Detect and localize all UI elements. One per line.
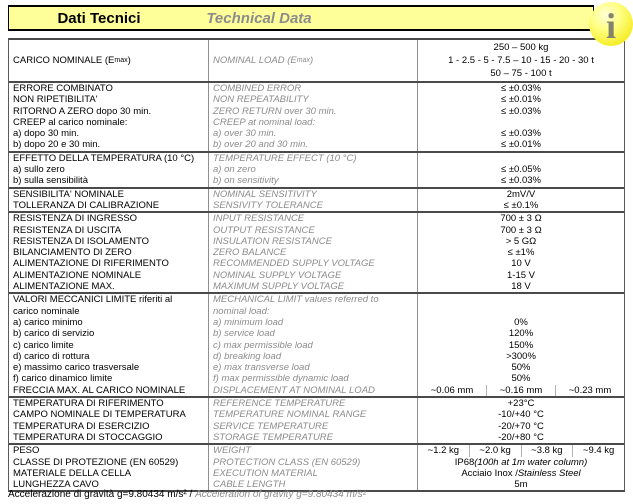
gravity-footnote-en: Acceleration of gravity g=9.80434 m/s² <box>195 489 366 500</box>
table-row <box>9 106 624 117</box>
label-it-cell <box>9 432 208 443</box>
label-en-cell <box>208 281 418 292</box>
value-text: -20/+70 °C <box>498 420 544 432</box>
table-group <box>9 445 624 490</box>
value-cell <box>418 457 624 468</box>
table-row <box>9 294 624 305</box>
label-en-cell-text: SENSIVITY TOLERANCE <box>213 199 323 211</box>
label-en-cell <box>208 94 418 105</box>
label-it-cell-text: b) sulla sensibilità <box>13 175 88 187</box>
label-en-cell <box>208 385 418 396</box>
label-it-cell-text: TEMPERATURA DI STOCCAGGIO <box>13 431 163 443</box>
value-text: > 5 GΩ <box>505 235 537 247</box>
label-en-cell-text: a) over 30 min. <box>213 128 277 140</box>
label-it-cell-text: EFFETTO DELLA TEMPERATURA (10 °C) <box>13 152 195 164</box>
label-en-cell-text: f) max permissible dynamic load <box>213 373 349 385</box>
label-it-cell <box>9 213 208 224</box>
label-it-cell <box>9 106 208 117</box>
value-sub-cell: ~0.23 mm <box>555 385 624 396</box>
page-title-english: Technical Data <box>206 10 312 27</box>
table-group <box>9 213 624 294</box>
label-it-cell-text: a) carico minimo <box>13 316 83 328</box>
table-row <box>9 445 624 456</box>
value-cell <box>418 409 624 420</box>
value-part: IP68 <box>454 456 475 468</box>
value-text: 2mV/V <box>506 188 536 200</box>
label-en-cell-text: OUTPUT RESISTANCE <box>213 224 315 236</box>
value-cell <box>418 247 624 258</box>
table-row <box>9 189 624 200</box>
page-title: Dati Tecnici <box>57 10 141 27</box>
label-en-cell-text: DISPLACEMENT AT NOMINAL LOAD <box>213 384 375 396</box>
label-it-cell-text: RESISTENZA DI USCITA <box>13 224 122 236</box>
table-row <box>9 385 624 396</box>
label-en-cell-text: NON REPEATABILITY <box>213 94 309 106</box>
value-text: 1-15 V <box>507 269 535 281</box>
label-it-cell <box>9 83 208 94</box>
table-row <box>9 94 624 105</box>
value-sub-cell: ~9.4 kg <box>572 445 624 456</box>
label-it-cell-text: CARICO NOMINALE (E <box>13 54 115 66</box>
label-en-cell-text: ) <box>310 54 314 66</box>
label-en-cell <box>208 373 418 384</box>
table-row <box>9 247 624 258</box>
label-en-cell <box>208 306 418 317</box>
label-it-cell <box>9 247 208 258</box>
gravity-footnote <box>8 489 366 500</box>
value-text: 50% <box>511 373 531 385</box>
table-row <box>9 328 624 339</box>
table-row <box>9 398 624 409</box>
value-cell <box>418 328 624 339</box>
value-text: 10 V <box>511 258 531 270</box>
label-it-cell-text: CLASSE DI PROTEZIONE (EN 60529) <box>13 456 179 468</box>
label-it-cell <box>9 94 208 105</box>
table-row <box>9 128 624 139</box>
label-it-cell-text: PESO <box>13 445 40 457</box>
table-group <box>9 83 624 153</box>
value-cell <box>418 398 624 409</box>
info-icon[interactable] <box>589 2 633 46</box>
table-row <box>9 225 624 236</box>
value-sub-cell: ~0.06 mm <box>430 384 474 396</box>
label-en-cell-text: EXECUTION MATERIAL <box>213 467 318 479</box>
label-it-cell <box>9 351 208 362</box>
label-en-cell-text: NOMINAL SUPPLY VOLTAGE <box>213 269 342 281</box>
label-it-cell <box>9 153 208 164</box>
label-en-cell-text: NOMINAL SENSITIVITY <box>213 188 317 200</box>
label-it-cell <box>9 117 208 128</box>
label-en-cell-text: STORAGE TEMPERATURE <box>213 431 333 443</box>
value-cell <box>418 189 624 200</box>
label-en-cell-text: MECHANICAL LIMIT values referred to <box>213 294 379 306</box>
value-text: 700 ± 3 Ω <box>500 224 542 236</box>
label-en-cell-text: TEMPERATURE NOMINAL RANGE <box>213 409 367 421</box>
label-it-cell <box>9 373 208 384</box>
label-en-cell-text: nominal load: <box>213 305 270 317</box>
label-en-cell <box>208 362 418 373</box>
table-row <box>9 340 624 351</box>
table-row <box>9 351 624 362</box>
label-en-cell <box>208 398 418 409</box>
label-en-cell <box>208 421 418 432</box>
value-cell <box>418 258 624 269</box>
label-en-cell-text: COMBINED ERROR <box>213 83 302 94</box>
label-it-cell-text: e) massimo carico trasversale <box>13 362 140 374</box>
value-sub-cell: ~3.8 kg <box>521 445 573 456</box>
table-row <box>9 373 624 384</box>
label-it-cell <box>9 270 208 281</box>
label-en-cell <box>208 83 418 94</box>
value-text: -20/+80 °C <box>498 431 544 443</box>
label-en-cell <box>208 445 418 456</box>
value-cell <box>418 373 624 384</box>
label-it-cell <box>9 340 208 351</box>
label-it-cell <box>9 317 208 328</box>
label-it-cell <box>9 421 208 432</box>
label-it-cell <box>9 294 208 305</box>
label-it-cell-text: RITORNO A ZERO dopo 30 min. <box>13 105 152 117</box>
label-it-cell-text: f) carico dinamico limite <box>13 373 113 385</box>
value-line: 50 – 75 - 100 t <box>490 68 552 79</box>
value-cell <box>418 445 624 456</box>
value-cell <box>418 236 624 247</box>
value-cell <box>418 421 624 432</box>
table-row <box>9 164 624 175</box>
label-it-cell <box>9 40 208 81</box>
value-sub-cell: ~1.2 kg <box>427 445 460 457</box>
label-it-cell-text: TOLLERANZA DI CALIBRAZIONE <box>13 199 160 211</box>
value-cell <box>418 351 624 362</box>
label-en-cell <box>208 139 418 150</box>
table-group <box>9 40 624 83</box>
technical-data-table <box>8 38 625 492</box>
label-it-cell-text: CAMPO NOMINALE DI TEMPERATURA <box>13 409 186 421</box>
value-cell <box>418 117 624 128</box>
label-it-cell-text: ) <box>127 54 131 66</box>
table-group <box>9 153 624 189</box>
header-banner <box>8 5 594 31</box>
table-group <box>9 189 624 214</box>
label-en-cell-text: c) max permissible load <box>213 339 313 351</box>
table-row <box>9 362 624 373</box>
value-cell <box>418 153 624 164</box>
label-en-cell <box>208 317 418 328</box>
label-en-cell-text: SERVICE TEMPERATURE <box>213 420 329 432</box>
label-it-cell-text: FRECCIA MAX. AL CARICO NOMINALE <box>13 384 186 396</box>
label-en-cell-text: a) minimum load <box>213 316 284 328</box>
table-row <box>9 83 624 94</box>
label-en-cell-text: e) max transverse load <box>213 362 310 374</box>
label-en-cell-text: RECOMMENDED SUPPLY VOLTAGE <box>213 258 375 270</box>
label-en-cell <box>208 270 418 281</box>
value-text: ≤ ±0.03% <box>500 105 541 117</box>
value-cell <box>418 281 624 292</box>
label-it-cell-text: a) dopo 30 min. <box>13 128 80 140</box>
label-it-cell <box>9 409 208 420</box>
value-text: 50% <box>511 362 531 374</box>
label-en-cell <box>208 175 418 186</box>
label-en-cell-text: b) over 20 and 30 min. <box>213 139 309 151</box>
label-it-cell-text: ALIMENTAZIONE MAX. <box>13 281 115 293</box>
label-it-cell <box>9 200 208 211</box>
label-en-cell-text: REFERENCE TEMPERATURE <box>213 398 346 410</box>
label-it-cell <box>9 258 208 269</box>
value-text: ≤ ±1% <box>507 247 535 259</box>
label-en-cell <box>208 200 418 211</box>
label-it-cell <box>9 139 208 150</box>
value-cell <box>418 94 624 105</box>
label-it-cell <box>9 225 208 236</box>
value-cell <box>418 270 624 281</box>
value-text: 700 ± 3 Ω <box>500 213 542 225</box>
value-line: 1 - 2.5 - 5 - 7.5 – 10 - 15 - 20 - 30 t <box>448 55 594 66</box>
label-en-cell <box>208 340 418 351</box>
value-text: ≤ ±0.05% <box>500 164 541 176</box>
label-it-cell-text: b) carico di servizio <box>13 328 95 340</box>
label-en-cell-text: PROTECTION CLASS (EN 60529) <box>213 456 361 468</box>
label-it-cell-text: b) dopo 20 e 30 min. <box>13 139 101 151</box>
table-row <box>9 421 624 432</box>
label-it-cell-text: d) carico di rottura <box>13 350 90 362</box>
value-text: 150% <box>508 339 534 351</box>
label-it-cell <box>9 385 208 396</box>
table-group <box>9 294 624 398</box>
table-row <box>9 40 624 81</box>
value-text: ≤ ±0.03% <box>500 128 541 140</box>
value-part: Stainless Steel <box>517 467 581 479</box>
label-it-cell <box>9 328 208 339</box>
value-cell <box>418 340 624 351</box>
label-it-cell-text: carico nominale <box>13 305 80 317</box>
label-en-cell <box>208 213 418 224</box>
value-text: 0% <box>514 316 528 328</box>
value-cell <box>418 200 624 211</box>
label-it-cell-text: RESISTENZA DI INGRESSO <box>13 213 138 225</box>
label-en-cell <box>208 40 418 81</box>
table-group <box>9 398 624 445</box>
table-row <box>9 175 624 186</box>
value-part: (100h at 1m water column) <box>474 456 588 468</box>
label-it-cell <box>9 362 208 373</box>
value-line: 250 – 500 kg <box>493 42 549 53</box>
label-it-cell-text: ALIMENTAZIONE NOMINALE <box>13 269 142 281</box>
value-cell <box>418 468 624 479</box>
label-en-cell-text: INPUT RESISTANCE <box>213 213 305 225</box>
label-en-cell-text: INSULATION RESISTANCE <box>213 235 332 247</box>
label-it-cell-text: CREEP al carico nominale: <box>13 116 128 128</box>
label-it-cell-text: ERRORE COMBINATO <box>13 83 113 94</box>
value-cell <box>418 175 624 186</box>
value-text: -10/+40 °C <box>498 409 544 421</box>
value-text: >300% <box>506 350 536 362</box>
table-row <box>9 306 624 317</box>
label-it-cell <box>9 175 208 186</box>
label-en-cell <box>208 457 418 468</box>
label-en-cell-text: a) on zero <box>213 164 256 176</box>
label-it-cell <box>9 398 208 409</box>
value-text: ≤ ±0.01% <box>500 94 541 106</box>
label-en-cell-text: b) service load <box>213 328 275 340</box>
value-cell <box>418 139 624 150</box>
label-it-cell <box>9 236 208 247</box>
value-text: ≤ ±0.1% <box>503 199 539 211</box>
table-row <box>9 139 624 150</box>
label-it-cell <box>9 306 208 317</box>
table-row <box>9 200 624 211</box>
label-it-cell <box>9 445 208 456</box>
value-text: ≤ ±0.03% <box>500 175 541 187</box>
label-en-cell <box>208 153 418 164</box>
table-row <box>9 432 624 443</box>
value-cell <box>418 106 624 117</box>
value-cell <box>418 213 624 224</box>
value-text: ≤ ±0.03% <box>500 83 541 94</box>
value-part: Acciaio Inox / <box>461 467 518 479</box>
label-it-cell-text: MATERIALE DELLA CELLA <box>13 467 132 479</box>
label-it-cell-text: c) carico limite <box>13 339 74 351</box>
label-it-cell <box>9 468 208 479</box>
value-cell <box>418 306 624 317</box>
label-en-cell <box>208 128 418 139</box>
value-text: 5m <box>514 479 528 491</box>
label-en-cell <box>208 106 418 117</box>
table-row <box>9 153 624 164</box>
value-cell <box>418 83 624 94</box>
value-text: 120% <box>508 328 534 340</box>
value-cell <box>418 362 624 373</box>
table-row <box>9 236 624 247</box>
gravity-footnote-it: Accelerazione di gravità g=9.80434 m/s² <box>8 489 187 500</box>
label-it-cell <box>9 281 208 292</box>
label-it-cell-text: ALIMENTAZIONE DI RIFERIMENTO <box>13 258 169 270</box>
label-en-cell <box>208 117 418 128</box>
label-en-cell-text: b) on sensitivity <box>213 175 279 187</box>
table-row <box>9 270 624 281</box>
label-it-cell <box>9 164 208 175</box>
value-cell <box>418 128 624 139</box>
value-cell <box>418 317 624 328</box>
label-en-cell <box>208 189 418 200</box>
label-en-cell <box>208 258 418 269</box>
value-cell <box>418 432 624 443</box>
label-it-cell-text: SENSIBILITA' NOMINALE <box>13 188 124 200</box>
label-en-cell-text: NOMINAL LOAD (E <box>213 54 297 66</box>
table-row <box>9 468 624 479</box>
label-en-cell-text: TEMPERATURE EFFECT (10 °C) <box>213 152 357 164</box>
label-en-cell <box>208 351 418 362</box>
label-en-cell <box>208 468 418 479</box>
value-sub-cell: ~2.0 kg <box>469 445 521 456</box>
footnote-separator: / <box>186 489 196 500</box>
label-en-cell <box>208 225 418 236</box>
label-it-cell-text: TEMPERATURA DI ESERCIZIO <box>13 420 150 432</box>
label-en-cell-text: CREEP at nominal load: <box>213 116 316 128</box>
label-en-cell <box>208 236 418 247</box>
value-text: 18 V <box>511 281 531 293</box>
info-icon-glyph: i <box>605 5 616 46</box>
label-en-cell-text: ZERO RETURN over 30 min. <box>213 105 337 117</box>
label-it-cell-text: LUNGHEZZA CAVO <box>13 479 99 491</box>
label-en-cell-text: CABLE LENGTH <box>213 479 286 491</box>
label-en-cell <box>208 328 418 339</box>
label-en-cell-text: ZERO BALANCE <box>213 247 287 259</box>
label-en-cell-text: MAXIMUM SUPPLY VOLTAGE <box>213 281 345 293</box>
value-cell <box>418 225 624 236</box>
table-row <box>9 409 624 420</box>
value-text: +23°C <box>507 398 535 410</box>
label-it-cell-text: NON RIPETIBILITA' <box>13 94 98 106</box>
label-en-cell-subscript: max <box>296 57 310 64</box>
label-it-cell <box>9 189 208 200</box>
label-en-cell <box>208 164 418 175</box>
table-row <box>9 317 624 328</box>
label-en-cell <box>208 409 418 420</box>
label-it-cell-text: TEMPERATURA DI RIFERIMENTO <box>13 398 164 410</box>
value-cell <box>418 385 624 396</box>
table-row <box>9 457 624 468</box>
label-it-cell-text: VALORI MECCANICI LIMITE riferiti al <box>13 294 173 306</box>
value-sub-cell: ~0.16 mm <box>486 385 555 396</box>
label-en-cell-text: WEIGHT <box>213 445 251 457</box>
label-it-cell-text: BILANCIAMENTO DI ZERO <box>13 247 132 259</box>
label-en-cell <box>208 432 418 443</box>
table-row <box>9 117 624 128</box>
label-en-cell <box>208 247 418 258</box>
value-cell <box>418 40 624 81</box>
value-text: ≤ ±0.01% <box>500 139 541 151</box>
table-row <box>9 213 624 224</box>
label-it-cell-text: a) sullo zero <box>13 164 65 176</box>
value-cell <box>418 479 624 490</box>
label-it-cell-text: RESISTENZA DI ISOLAMENTO <box>13 235 150 247</box>
table-row <box>9 281 624 292</box>
label-it-cell <box>9 457 208 468</box>
label-it-cell-subscript: max <box>114 57 128 64</box>
table-row <box>9 258 624 269</box>
label-it-cell <box>9 128 208 139</box>
value-cell <box>418 164 624 175</box>
value-cell <box>418 294 624 305</box>
label-en-cell <box>208 294 418 305</box>
label-en-cell-text: d) breaking load <box>213 350 282 362</box>
